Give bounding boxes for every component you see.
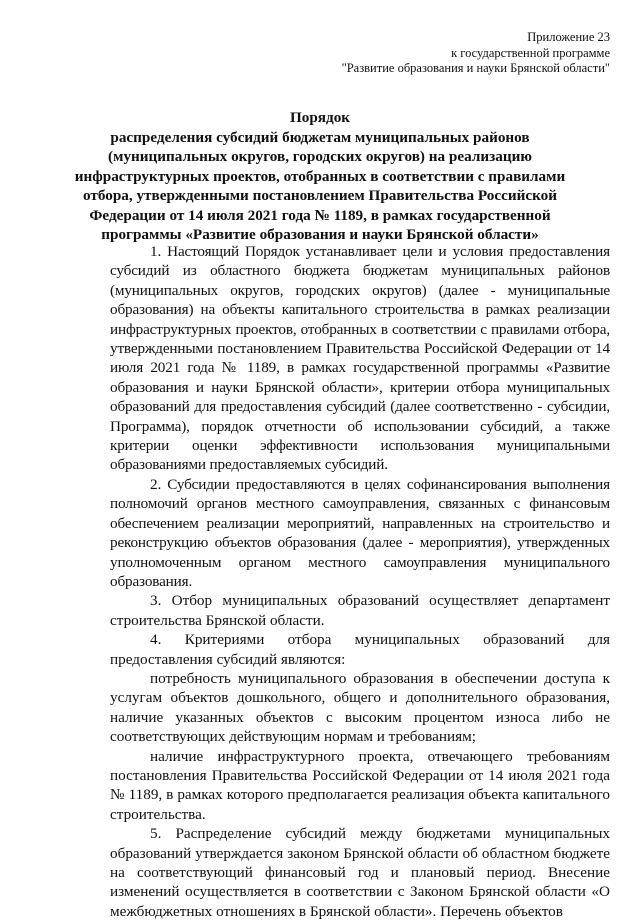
paragraph-2: 2. Субсидии предоставляются в целях софинансирования выполнения полномочий органов местного самоуправления, связанных с финансовым обеспечением реализации мероприятий, направленных на строительство и реконструкцию объектов образования (далее - мероприятия), утвержденных уполномоченным органом местного самоуправления муниципального образования. bbox=[110, 475, 610, 590]
paragraph-4: 4. Критериями отбора муниципальных образований для предоставления субсидий являются: bbox=[110, 631, 610, 668]
paragraph-criterion-1: потребность муниципального образования в обеспечении доступа к услугам объектов дошкольного, общего и дополнительного образования, наличие указанных объектов с высоким процентом износа либо не соответствующих действующим нормам и требованиям; bbox=[110, 669, 610, 746]
appendix-line: к государственной программе bbox=[451, 45, 610, 60]
appendix-line: "Развитие образования и науки Брянской области" bbox=[341, 61, 610, 75]
title-line: инфраструктурных проектов, отобранных в соответствии с правилами bbox=[74, 167, 566, 185]
document-title bbox=[40, 108, 600, 245]
title-line: (муниципальных округов, городских округов) на реализацию bbox=[108, 148, 532, 165]
title-line: программы «Развитие образования и науки Брянской области» bbox=[101, 226, 539, 243]
appendix-line: Приложение 23 bbox=[527, 30, 610, 44]
title-line: Порядок bbox=[289, 109, 351, 126]
appendix-header bbox=[342, 30, 610, 77]
document-body bbox=[110, 242, 610, 921]
title-line: распределения субсидий бюджетам муниципальных районов bbox=[110, 128, 530, 146]
title-line: Федерации от 14 июля 2021 года № 1189, в рамках государственной bbox=[89, 206, 551, 224]
paragraph-criterion-2: наличие инфраструктурного проекта, отвечающего требованиям постановления Правительства Российской Федерации от 14 июля 2021 года № 1189, в рамках которого предполагается реализация объекта капитального строительства. bbox=[110, 747, 610, 823]
title-line: отбора, утвержденными постановлением Правительства Российской bbox=[82, 187, 557, 204]
paragraph-1: 1. Настоящий Порядок устанавливает цели и условия предоставления субсидий из областного бюджета бюджетам муниципальных районов (муниципальных округов, городских округов) (далее - муниципальные образования) на объекты капитального строительства в рамках реализации инфраструктурных проектов, отобранных в соответствии с правилами отбора, утвержденными постановлением Правительства Российской Федерации от 14 июля 2021 года № 1189, в рамках государственной программы «Развитие образования и науки Брянской области», критерии отбора муниципальных образований для предоставления субсидий (далее соответственно - субсидии, Программа), порядок отчетности об использовании субсидий, а также критерии оценки эффективности использования муниципальными образованиями предоставляемых субсидий. bbox=[110, 243, 610, 474]
paragraph-3: 3. Отбор муниципальных образований осуществляет департамент строительства Брянской области. bbox=[110, 592, 610, 629]
paragraph-5: 5. Распределение субсидий между бюджетами муниципальных образований утверждается законом Брянской области об областном бюджете на соответствующий финансовый год и плановый период. Внесение изменений осуществляется в соответствии с Законом Брянской области «О межбюджетных отношениях в Брянской области». Перечень объектов bbox=[110, 825, 610, 920]
